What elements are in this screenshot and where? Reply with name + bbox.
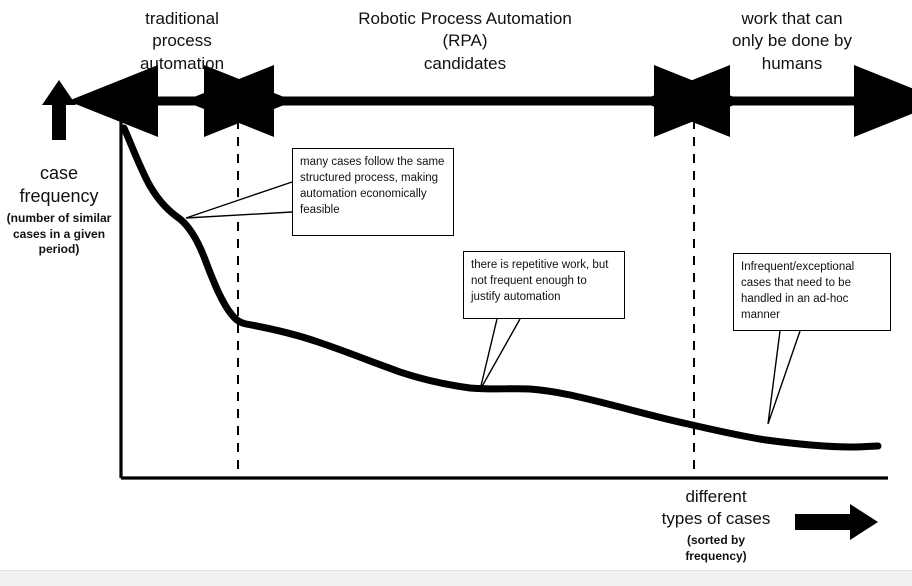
callout-repetitive-not-frequent: there is repetitive work, but not frequent enough to justify automation: [463, 251, 625, 319]
callout-leader-3: [768, 331, 800, 424]
segment-label-line: (RPA): [442, 31, 488, 51]
x-axis-title: [626, 486, 806, 530]
segment-label-line: automation: [139, 53, 225, 73]
segment-label-line: process: [152, 31, 212, 51]
x-axis-subtitle-line: (sorted by: [686, 533, 745, 548]
x-axis-subtitle-line: frequency): [685, 548, 747, 563]
y-axis-title-line: frequency: [19, 185, 99, 206]
segment-label-line: candidates: [423, 53, 507, 73]
segment-label-rpa-candidates: [300, 8, 630, 75]
callout-leader-2: [480, 319, 520, 390]
callout-leader-1: [186, 182, 292, 218]
callout-infrequent-exceptional: Infrequent/exceptional cases that need to be handled in an ad-hoc manner: [733, 253, 891, 331]
x-axis-title-line: different: [685, 487, 747, 506]
x-axis-subtitle: [626, 533, 806, 564]
segment-label-line: work that can: [741, 9, 843, 28]
y-axis-subtitle-line: cases in a given: [12, 226, 106, 241]
segment-label-line: traditional: [145, 9, 219, 28]
callout-rpa-feasible: many cases follow the same structured process, making automation economically feasible: [292, 148, 454, 236]
segment-label-traditional-process-automation: [112, 8, 252, 75]
segment-label-line: only be done by: [731, 31, 853, 51]
y-axis-subtitle: [0, 211, 118, 258]
segment-label-line: humans: [761, 53, 823, 73]
footer-strip: [0, 570, 912, 586]
y-axis-label: [0, 162, 118, 258]
segment-label-human-only-work: [712, 8, 872, 75]
y-axis-arrow-icon: [42, 80, 76, 140]
y-axis-subtitle-line: (number of similar: [6, 211, 112, 225]
segment-label-line: Robotic Process Automation: [358, 9, 572, 28]
y-axis-title: [0, 162, 118, 207]
y-axis-subtitle-line: period): [38, 242, 80, 257]
x-axis-label: [626, 486, 806, 564]
y-axis-title-line: case: [39, 163, 79, 183]
x-axis-arrow-icon: [795, 504, 878, 540]
x-axis-title-line: types of cases: [661, 509, 771, 529]
